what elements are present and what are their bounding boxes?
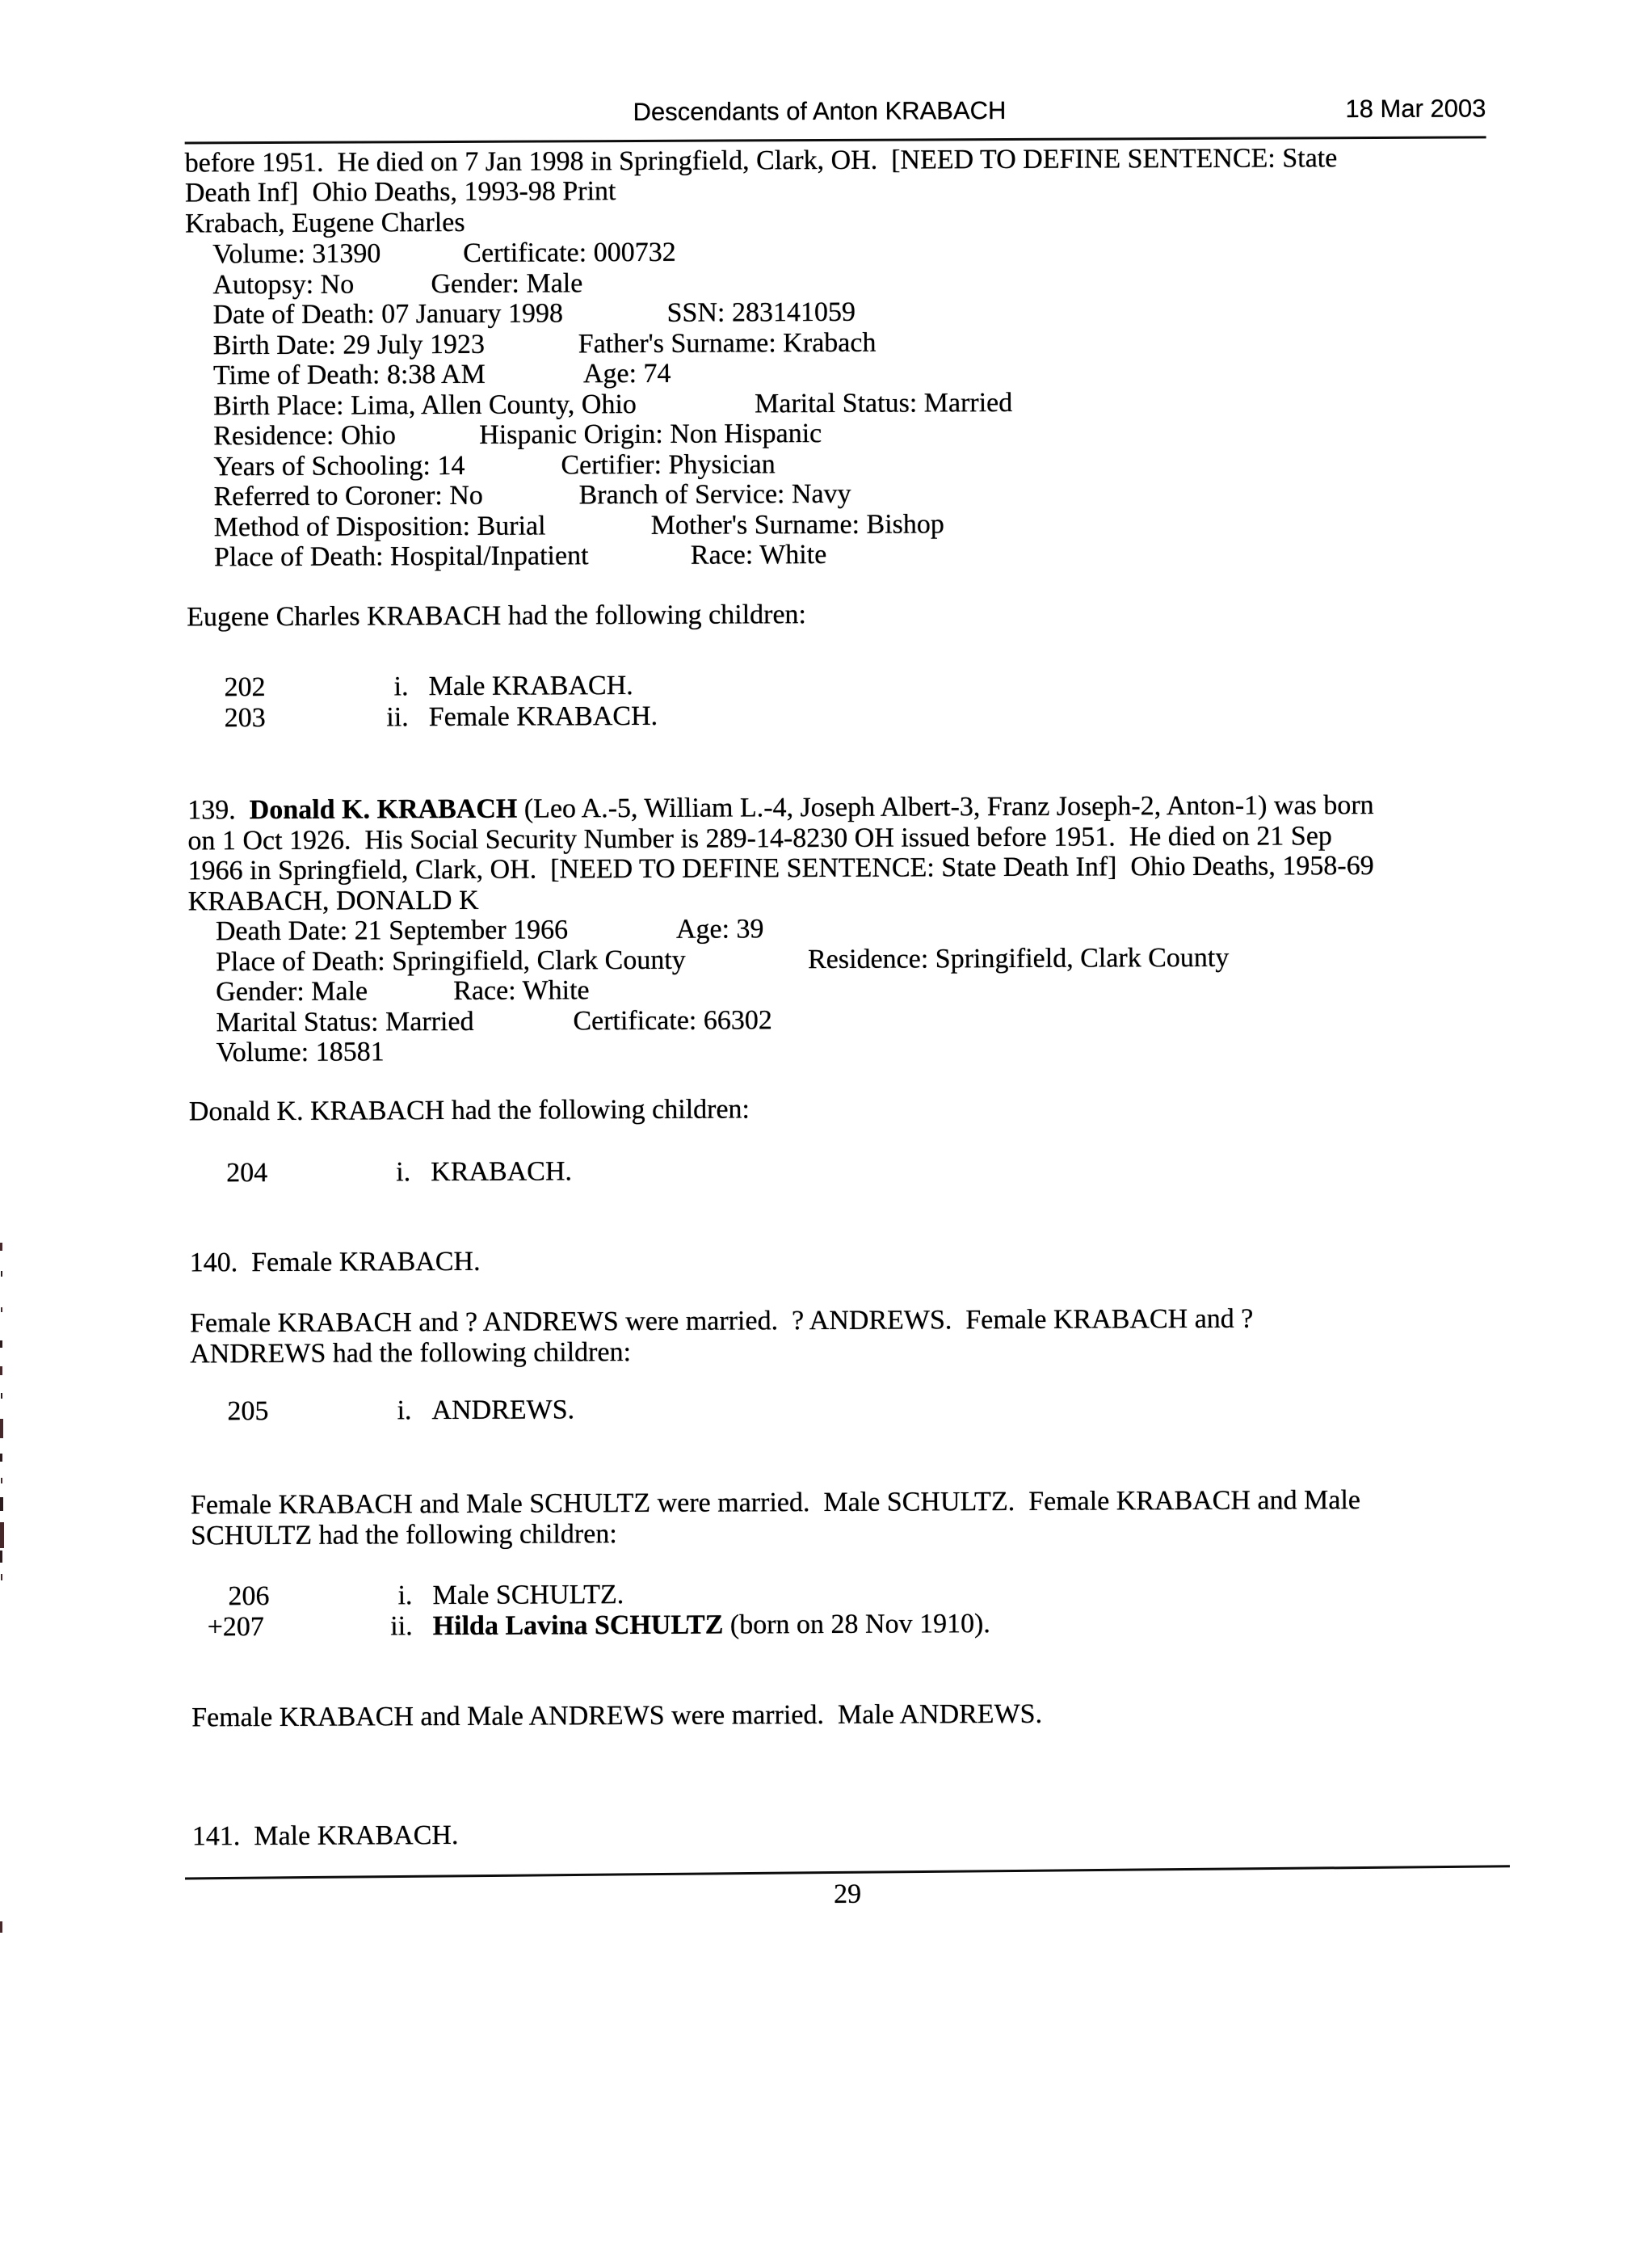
children-intro-donald: Donald K. KRABACH had the following children: xyxy=(188,1094,750,1127)
scan-artifact xyxy=(0,1419,3,1438)
intro-line-1: before 1951. He died on 7 Jan 1998 in Springfield, Clark, OH. [NEED TO DEFINE SENTENCE: State xyxy=(184,143,1338,179)
report-title: Descendants of Anton KRABACH xyxy=(633,96,1007,127)
field-left: Death Date: 21 September 1966 xyxy=(215,915,569,947)
child-number: 204 xyxy=(226,1158,268,1189)
andrews-marriage-line-1: Female KRABACH and ? ANDREWS were married. ? ANDREWS. Female KRABACH and ? xyxy=(189,1303,1254,1339)
child-name: Male KRABACH. xyxy=(428,671,633,702)
field-right: Race: White xyxy=(453,975,590,1006)
field-right: Age: 74 xyxy=(582,358,671,389)
field-left: Volume: 18581 xyxy=(216,1037,385,1068)
entry141-heading: 141. Male KRABACH. xyxy=(191,1820,459,1852)
child-roman: ii. xyxy=(386,702,409,733)
field-right: Father's Surname: Krabach xyxy=(578,327,877,360)
field-row xyxy=(214,536,1646,574)
child-roman: i. xyxy=(397,1395,412,1426)
field-right: Gender: Male xyxy=(431,268,583,300)
entry139-line-2: on 1 Oct 1926. His Social Security Number is 289-14-8230 OH issued before 1951. He died on 21 Sep xyxy=(187,821,1332,856)
entry-lineage: (Leo A.-5, William L.-4, Joseph Albert-3, Franz Joseph-2, Anton-1) was born xyxy=(517,790,1374,824)
field-left: Gender: Male xyxy=(216,976,368,1008)
child-number: 206 xyxy=(228,1581,270,1612)
scan-artifact xyxy=(1,1574,2,1580)
child-number: 203 xyxy=(224,703,266,734)
andrews-marriage-line-2: ANDREWS had the following children: xyxy=(190,1337,632,1370)
child-name xyxy=(433,1609,990,1642)
field-left: Years of Schooling: 14 xyxy=(213,450,465,482)
field-left: Time of Death: 8:38 AM xyxy=(212,359,486,391)
field-row xyxy=(216,1032,1647,1069)
child-row xyxy=(0,1152,1648,1190)
entry139-line-1 xyxy=(187,790,1374,826)
scan-artifact xyxy=(0,1243,2,1251)
field-right: Certificate: 66302 xyxy=(573,1005,772,1037)
schultz-marriage-line-2: SCHULTZ had the following children: xyxy=(191,1519,617,1551)
scan-artifact xyxy=(1,1478,2,1483)
field-right: Residence: Springifield, Clark County xyxy=(807,942,1230,975)
field-left: Residence: Ohio xyxy=(213,420,396,452)
child-roman: i. xyxy=(393,671,409,702)
field-left: Place of Death: Springifield, Clark County xyxy=(215,945,686,978)
scan-artifact xyxy=(0,1522,4,1548)
child-number: 205 xyxy=(227,1396,269,1427)
field-right: Mother's Surname: Bishop xyxy=(650,509,944,541)
scan-artifact xyxy=(0,1497,3,1511)
scan-artifact xyxy=(0,1454,2,1462)
field-left: Autopsy: No xyxy=(212,269,355,301)
child-row xyxy=(2,1606,1648,1644)
field-left: Place of Death: Hospital/Inpatient xyxy=(213,541,589,573)
child-row xyxy=(0,697,1646,735)
child-name: Male SCHULTZ. xyxy=(432,1580,624,1611)
field-left: Referred to Coroner: No xyxy=(213,480,483,512)
field-right: Race: White xyxy=(690,539,827,570)
field-left: Volume: 31390 xyxy=(212,238,381,270)
entry-number: 139. xyxy=(187,795,250,826)
child-row xyxy=(1,1391,1648,1429)
entry140-heading: 140. Female KRABACH. xyxy=(189,1246,481,1278)
scan-artifact xyxy=(0,1921,2,1933)
scan-artifact xyxy=(0,1551,2,1563)
field-right: Branch of Service: Navy xyxy=(578,478,851,511)
child-number: 202 xyxy=(224,672,266,703)
field-left: Date of Death: 07 January 1998 xyxy=(212,298,564,330)
scan-artifact xyxy=(0,1340,2,1348)
report-date: 18 Mar 2003 xyxy=(1345,94,1486,124)
child-number: +207 xyxy=(207,1612,264,1643)
entry139-line-3: 1966 in Springfield, Clark, OH. [NEED TO DEFINE SENTENCE: State Death Inf] Ohio Deaths, 1958-69 xyxy=(187,851,1374,886)
children-intro-eugene: Eugene Charles KRABACH had the following children: xyxy=(187,600,807,633)
andrews2-marriage-line: Female KRABACH and Male ANDREWS were married. Male ANDREWS. xyxy=(191,1698,1043,1733)
page-number: 29 xyxy=(834,1879,862,1909)
death-record-name: Krabach, Eugene Charles xyxy=(185,207,465,239)
field-right: Marital Status: Married xyxy=(754,387,1013,419)
scan-artifact xyxy=(0,1366,2,1375)
field-right: Age: 39 xyxy=(675,914,764,945)
field-left: Birth Place: Lima, Allen County, Ohio xyxy=(212,389,637,422)
entry-person-name: Donald K. KRABACH xyxy=(249,793,518,826)
scan-artifact xyxy=(1,1307,2,1312)
field-right: Hispanic Origin: Non Hispanic xyxy=(479,419,822,450)
field-right: Certificate: 000732 xyxy=(463,237,676,268)
field-right: Certifier: Physician xyxy=(561,449,776,481)
entry139-line-4: KRABACH, DONALD K xyxy=(187,885,479,917)
child-roman: i. xyxy=(396,1157,411,1188)
schultz-marriage-line-1: Female KRABACH and Male SCHULTZ were married. Male SCHULTZ. Female KRABACH and Male xyxy=(190,1485,1361,1521)
field-right: SSN: 283141059 xyxy=(666,297,856,328)
child-name: ANDREWS. xyxy=(431,1395,575,1426)
intro-line-2: Death Inf] Ohio Deaths, 1993-98 Print xyxy=(184,176,616,208)
child-name: Female KRABACH. xyxy=(428,701,658,733)
child-name-tail: (born on 28 Nov 1910). xyxy=(723,1609,990,1640)
child-name-bold: Hilda Lavina SCHULTZ xyxy=(432,1609,724,1642)
child-roman: ii. xyxy=(390,1611,413,1642)
child-name: KRABACH. xyxy=(431,1156,573,1188)
field-left: Birth Date: 29 July 1923 xyxy=(212,329,486,361)
child-roman: i. xyxy=(397,1580,413,1611)
scan-artifact xyxy=(1,1271,2,1277)
scan-artifact xyxy=(1,1393,2,1399)
field-left: Marital Status: Married xyxy=(216,1006,474,1038)
field-left: Method of Disposition: Burial xyxy=(213,511,546,543)
